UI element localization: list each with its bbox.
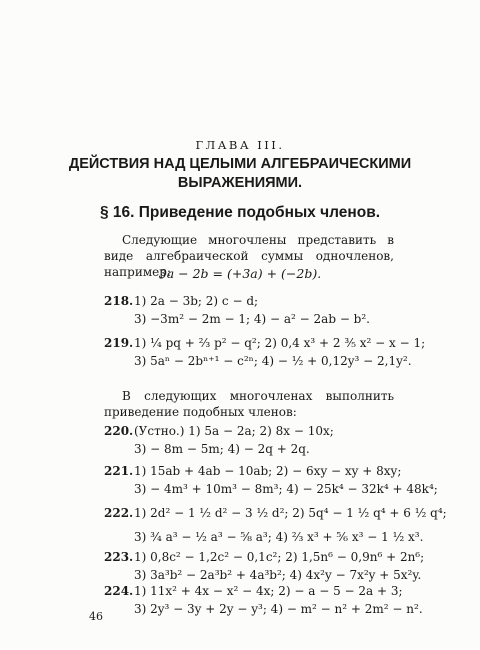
example-equation: 3a − 2b = (+3a) + (−2b). [158, 266, 322, 281]
problem-line: 3) 2y³ − 3y + 2y − y³; 4) − m² − n² + 2m² − n². [134, 602, 423, 616]
problem-text: 1) 2a − 3b; 2) c − d; [134, 294, 259, 308]
chapter-title [0, 155, 480, 193]
problem-line [104, 292, 404, 310]
intro-paragraph: Следующие многочлены представить в виде алгебраической суммы одночленов, например: [104, 233, 394, 279]
problem-line [104, 422, 404, 440]
problem-line [104, 548, 425, 566]
problem-219 [104, 334, 426, 370]
problem-number: 224. [104, 584, 134, 598]
chapter-title-line1: ДЕЙСТВИЯ НАД ЦЕЛЫМИ АЛГЕБРАИЧЕСКИМИ [68, 156, 412, 172]
problem-number: 219. [104, 336, 134, 350]
problem-line [104, 334, 426, 352]
problem-220 [104, 422, 404, 458]
page-number: 46 [89, 610, 103, 623]
problem-number: 221. [104, 464, 134, 478]
problem-218 [104, 292, 404, 328]
problem-line [104, 462, 404, 480]
problem-text: 1) 0,8c² − 1,2c² − 0,1c²; 2) 1,5n⁶ − 0,9n⁶ + 2n⁶; [134, 550, 425, 564]
problem-223 [104, 548, 425, 584]
chapter-label: ГЛАВА III. [195, 138, 285, 152]
problem-number: 222. [104, 506, 134, 520]
problem-line: 3) − 4m³ + 10m³ − 8m³; 4) − 25k⁴ − 32k⁴ + 48k⁴; [134, 482, 438, 496]
problem-text: (Устно.) 1) 5a − 2a; 2) 8x − 10x; [134, 424, 334, 438]
problem-text: 1) 2d² − 1 ½ d² − 3 ½ d²; 2) 5q⁴ − 1 ½ q⁴ + 6 ½ q⁴; [134, 506, 447, 520]
problem-line: 3) 5aⁿ − 2bⁿ⁺¹ − c²ⁿ; 4) − ½ + 0,12y³ − 2,1y². [134, 354, 412, 368]
problem-text: 1) 11x² + 4x − x² − 4x; 2) − a − 5 − 2a + 3; [134, 584, 403, 598]
problem-line [104, 582, 404, 600]
problem-221 [104, 462, 438, 498]
problem-222 [104, 504, 447, 546]
instruction-paragraph: В следующих многочленах выполнить приведение подобных членов: [104, 389, 394, 419]
problem-224 [104, 582, 423, 618]
problem-line [104, 504, 447, 522]
problem-line: 3) − 8m − 5m; 4) − 2q + 2q. [134, 442, 310, 456]
problem-number: 223. [104, 550, 134, 564]
problem-number: 218. [104, 294, 134, 308]
problem-text: 1) 15ab + 4ab − 10ab; 2) − 6xy − xy + 8xy; [134, 464, 402, 478]
problem-line: 3) ¾ a³ − ½ a³ − ⅝ a³; 4) ⅔ x³ + ⅚ x³ − 1 ½ x³. [134, 530, 424, 544]
problem-number: 220. [104, 424, 134, 438]
problem-line: 3) −3m² − 2m − 1; 4) − a² − 2ab − b². [134, 312, 370, 326]
chapter-title-line2: ВЫРАЖЕНИЯМИ. [177, 175, 303, 191]
section-title: § 16. Приведение подобных членов. [99, 204, 381, 221]
problem-text: 1) ¼ pq + ⅔ p² − q²; 2) 0,4 x³ + 2 ⅗ x² − x − 1; [134, 336, 426, 350]
problem-line: 3) 3a³b² − 2a³b² + 4a³b²; 4) 4x²y − 7x²y + 5x²y. [134, 568, 422, 582]
